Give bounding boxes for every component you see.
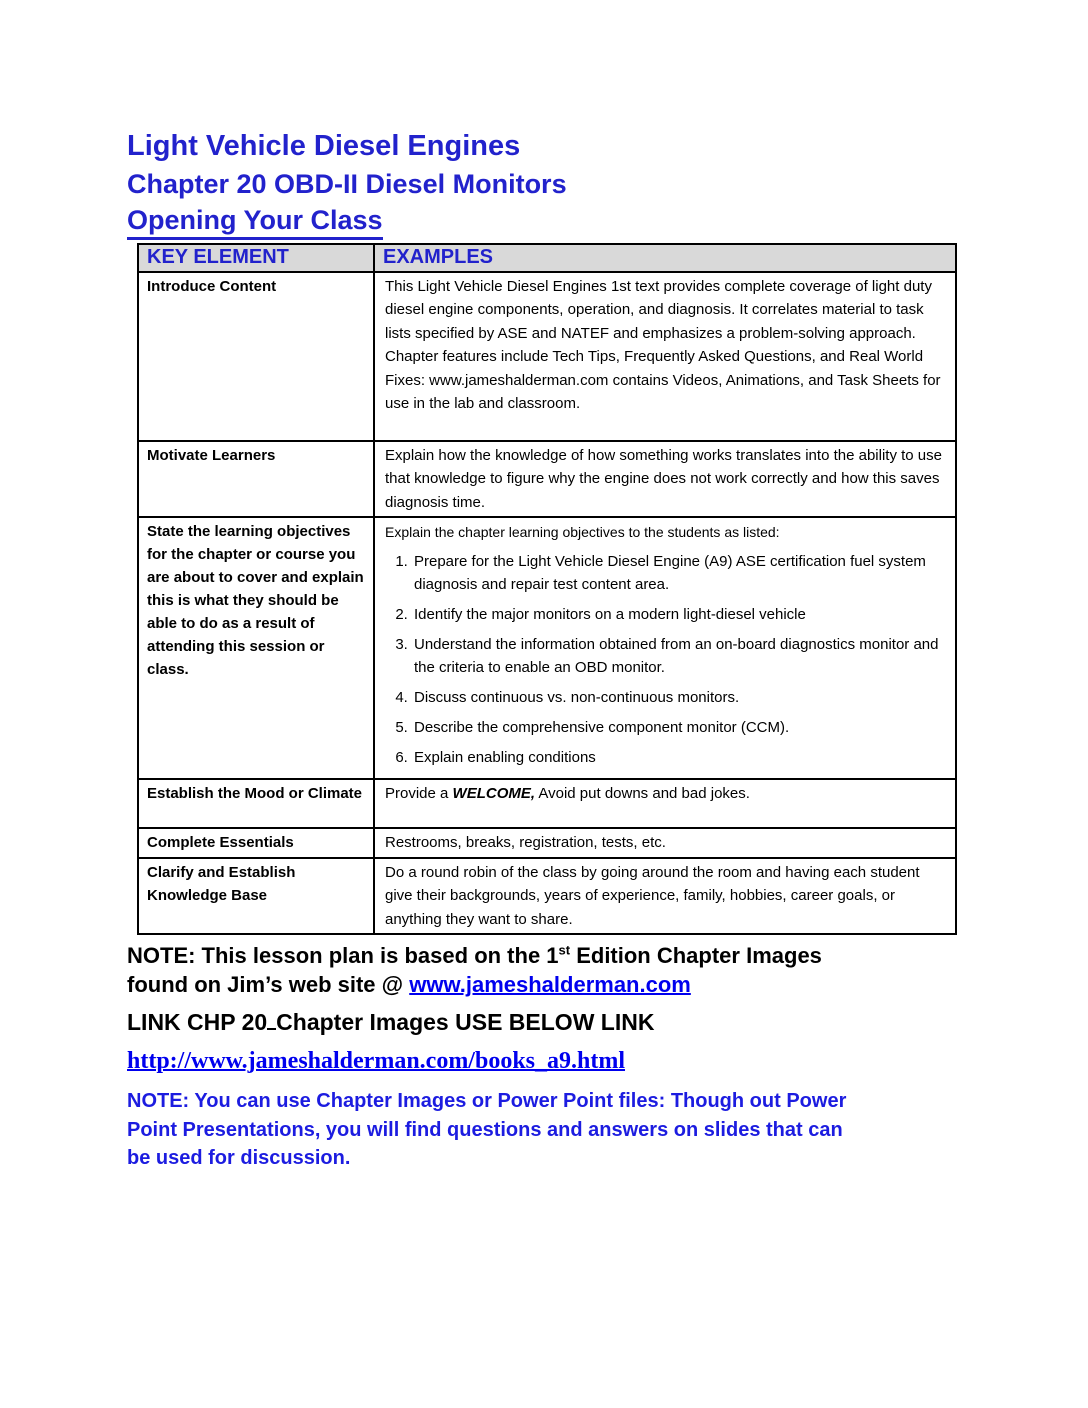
- col-header-examples: EXAMPLES: [374, 244, 956, 272]
- table-row-establish-mood: [138, 779, 956, 828]
- objectives-list: [385, 550, 945, 769]
- doc-title: Light Vehicle Diesel Engines: [127, 130, 521, 162]
- example-cell: This Light Vehicle Diesel Engines 1st text provides complete coverage of light duty diesel engine components, operation, and diagnosis. It correlates material to task lists specified by ASE and NATEF and emphasizes a problem-solving approach. Chapter features include Tech Tips, Frequently Asked Questions, and Real World Fixes: www.jameshalderman.com contains Videos, Animations, and Task Sheets for use in the lab and classroom.: [374, 272, 956, 441]
- jameshalderman-link[interactable]: www.jameshalderman.com: [409, 972, 691, 998]
- example-cell: Restrooms, breaks, registration, tests, etc.: [374, 828, 956, 858]
- note-powerpoint-line: be used for discussion.: [127, 1147, 351, 1170]
- key-element-cell: State the learning objectives for the chapter or course you are about to cover and explain this is what they should be able to do as a result of attending this session or class.: [138, 517, 374, 779]
- lesson-plan-table: [137, 243, 957, 936]
- note-edition-prefix: NOTE: This lesson plan is based on the 1: [127, 943, 559, 969]
- example-cell: [374, 517, 956, 779]
- objective-item: 1. Prepare for the Light Vehicle Diesel Engine (A9) ASE certification fuel system diagnosis and repair test content area.: [412, 550, 945, 596]
- table-row-complete-essentials: [138, 828, 956, 858]
- note-edition-suffix: Edition Chapter Images: [570, 943, 822, 969]
- key-element-cell: Clarify and Establish Knowledge Base: [138, 858, 374, 935]
- objectives-intro: Explain the chapter learning objectives to the students as listed:: [385, 524, 780, 541]
- note-website-text: found on Jim’s web site @: [127, 972, 410, 998]
- link-chp20-part1: LINK CHP 20: [127, 1009, 268, 1036]
- link-chp20-part2: Chapter Images USE BELOW LINK: [276, 1009, 655, 1036]
- key-element-cell: Complete Essentials: [138, 828, 374, 858]
- table-row-motivate-learners: [138, 441, 956, 518]
- note-edition: [127, 941, 962, 999]
- example-cell: Do a round robin of the class by going around the room and having each student give their backgrounds, years of experience, family, hobbies, career goals, or anything they want to share.: [374, 858, 956, 935]
- books-a9-link[interactable]: http://www.jameshalderman.com/books_a9.html: [127, 1048, 626, 1075]
- doc-subtitle: Chapter 20 OBD-II Diesel Monitors: [127, 169, 567, 200]
- section-heading: [127, 206, 968, 240]
- underlined-space: [267, 1007, 276, 1030]
- col-header-key-element: KEY ELEMENT: [138, 244, 374, 272]
- welcome-suffix: Avoid put downs and bad jokes.: [535, 785, 750, 803]
- table-row-clarify-knowledge: [138, 858, 956, 935]
- note-edition-line2: [127, 970, 962, 999]
- note-edition-line1: [127, 941, 962, 970]
- table-row-learning-objectives: [138, 517, 956, 779]
- example-cell: Explain how the knowledge of how something works translates into the ability to use that knowledge to figure why the engine does not work correctly and how this saves diagnosis time.: [374, 441, 956, 518]
- key-element-cell: Establish the Mood or Climate: [138, 779, 374, 828]
- note-powerpoint-line: NOTE: You can use Chapter Images or Power Point files: Though out Power: [127, 1090, 847, 1113]
- books-a9-url-line: [127, 1048, 968, 1075]
- objective-item: 5. Describe the comprehensive component monitor (CCM).: [412, 716, 945, 739]
- table-header-row: [138, 244, 956, 272]
- ordinal-superscript: st: [558, 942, 571, 958]
- section-heading-text: Opening Your Class: [127, 206, 383, 240]
- note-powerpoint: [127, 1087, 972, 1173]
- note-powerpoint-line: Point Presentations, you will find questions and answers on slides that can: [127, 1118, 843, 1141]
- welcome-prefix: Provide a: [385, 785, 453, 803]
- objective-item: 3. Understand the information obtained from an on-board diagnostics monitor and the criteria to enable an OBD monitor.: [412, 633, 945, 679]
- example-cell: [374, 779, 956, 828]
- key-element-cell: Motivate Learners: [138, 441, 374, 518]
- objective-item: 2. Identify the major monitors on a modern light-diesel vehicle: [412, 603, 945, 626]
- welcome-emphasis: WELCOME,: [452, 785, 536, 803]
- objective-item: 6. Explain enabling conditions: [412, 746, 945, 769]
- link-chp20-line: [127, 1007, 968, 1036]
- table-row-introduce-content: [138, 272, 956, 441]
- objective-item: 4. Discuss continuous vs. non-continuous monitors.: [412, 686, 945, 709]
- key-element-cell: Introduce Content: [138, 272, 374, 441]
